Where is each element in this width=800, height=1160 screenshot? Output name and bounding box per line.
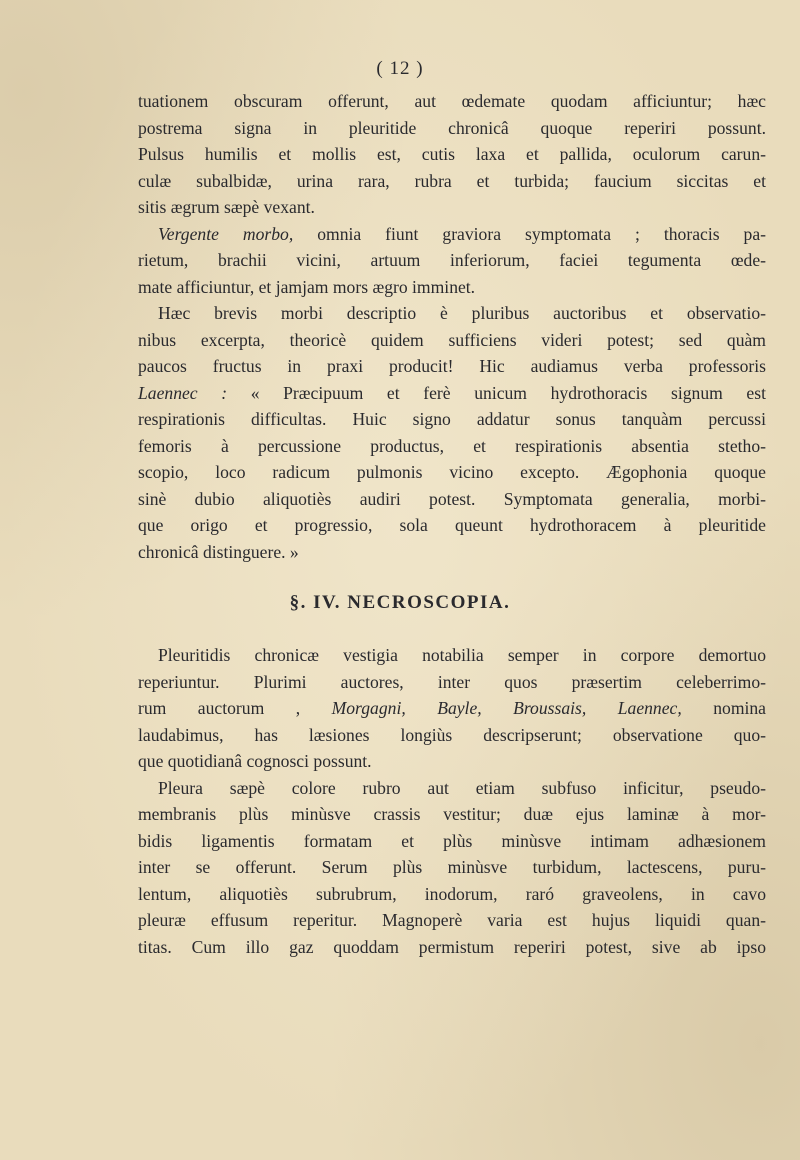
- text-line: reperiuntur. Plurimi auctores, inter quos præsertim celeberrimo-: [138, 671, 766, 692]
- text-block-bottom: [138, 642, 766, 960]
- text-line: [138, 695, 766, 722]
- italic-names: Morgagni, Bayle, Broussais, Laennec,: [331, 698, 682, 718]
- text-line: que quotidianâ cognosci possunt.: [138, 751, 372, 771]
- text-line: Pleuritidis chronicæ vestigia notabilia semper in corpore demortuo: [158, 645, 766, 665]
- text-line: nibus excerpta, theoricè quidem sufficiens videri potest; sed quàm: [138, 329, 766, 350]
- text-line: Pulsus humilis et mollis est, cutis laxa et pallida, oculorum carun-: [138, 144, 766, 164]
- text-line: Hæc brevis morbi descriptio è pluribus auctoribus et observatio-: [158, 303, 766, 323]
- page-number: ( 12 ): [376, 58, 424, 79]
- text-run: « Præcipuum et ferè unicum hydrothoracis signum est: [227, 382, 766, 403]
- text-line: paucos fructus in praxi producit! Hic audiamus verba professoris: [138, 356, 766, 376]
- text-line: scopio, loco radicum pulmonis vicino excepto. Ægophonia quoque: [138, 462, 766, 482]
- text-line: femoris à percussione productus, et respirationis absentia stetho-: [138, 435, 766, 456]
- text-line: Pleura sæpè colore rubro aut etiam subfuso inficitur, pseudo-: [158, 777, 766, 798]
- text-line: titas. Cum illo gaz quoddam permistum reperiri potest, sive ab ipso: [138, 936, 766, 957]
- text-line: [138, 221, 766, 248]
- text-line: sinè dubio aliquotiès audiri potest. Symptomata generalia, morbi-: [138, 488, 766, 509]
- text-run: rum auctorum ,: [138, 698, 301, 718]
- text-line: rietum, brachii vicini, artuum inferiorum, faciei tegumenta œde-: [138, 250, 766, 270]
- text-run: omnia fiunt graviora symptomata ; thoracis pa-: [293, 223, 767, 244]
- text-line: membranis plùs minùsve crassis vestitur; duæ ejus laminæ à mor-: [138, 804, 766, 824]
- section-heading: §. IV. NECROSCOPIA.: [289, 592, 511, 613]
- italic-phrase: Vergente morbo,: [158, 223, 294, 244]
- text-line: chronicâ distinguere. »: [138, 541, 299, 562]
- text-line: que origo et progressio, sola queunt hydrothoracem à pleuritide: [138, 515, 766, 535]
- italic-name: Laennec :: [138, 382, 228, 403]
- text-line: inter se offerunt. Serum plùs minùsve turbidum, lactescens, puru-: [138, 857, 766, 877]
- text-line: mate afficiuntur, et jamjam mors ægro imminet.: [138, 276, 476, 297]
- text-line: respirationis difficultas. Huic signo addatur sonus tanquàm percussi: [138, 409, 766, 429]
- text-line: [138, 380, 766, 407]
- text-line: sitis ægrum sæpè vexant.: [138, 197, 315, 217]
- text-line: lentum, aliquotiès subrubrum, inodorum, raró graveolens, in cavo: [138, 883, 766, 904]
- text-line: bidis ligamentis formatam et plùs minùsve intimam adhæsionem: [138, 830, 766, 851]
- text-line: laudabimus, has læsiones longiùs descripserunt; observatione quo-: [138, 724, 766, 745]
- text-line: tuationem obscuram offerunt, aut œdemate quodam afficiuntur; hæc: [138, 91, 766, 111]
- text-line: pleuræ effusum reperitur. Magnoperè varia est hujus liquidi quan-: [138, 910, 766, 930]
- text-line: postrema signa in pleuritide chronicâ quoque reperiri possunt.: [138, 117, 766, 138]
- text-line: culæ subalbidæ, urina rara, rubra et turbida; faucium siccitas et: [138, 170, 766, 191]
- text-block-top: [138, 88, 766, 565]
- text-run: nomina: [681, 698, 766, 718]
